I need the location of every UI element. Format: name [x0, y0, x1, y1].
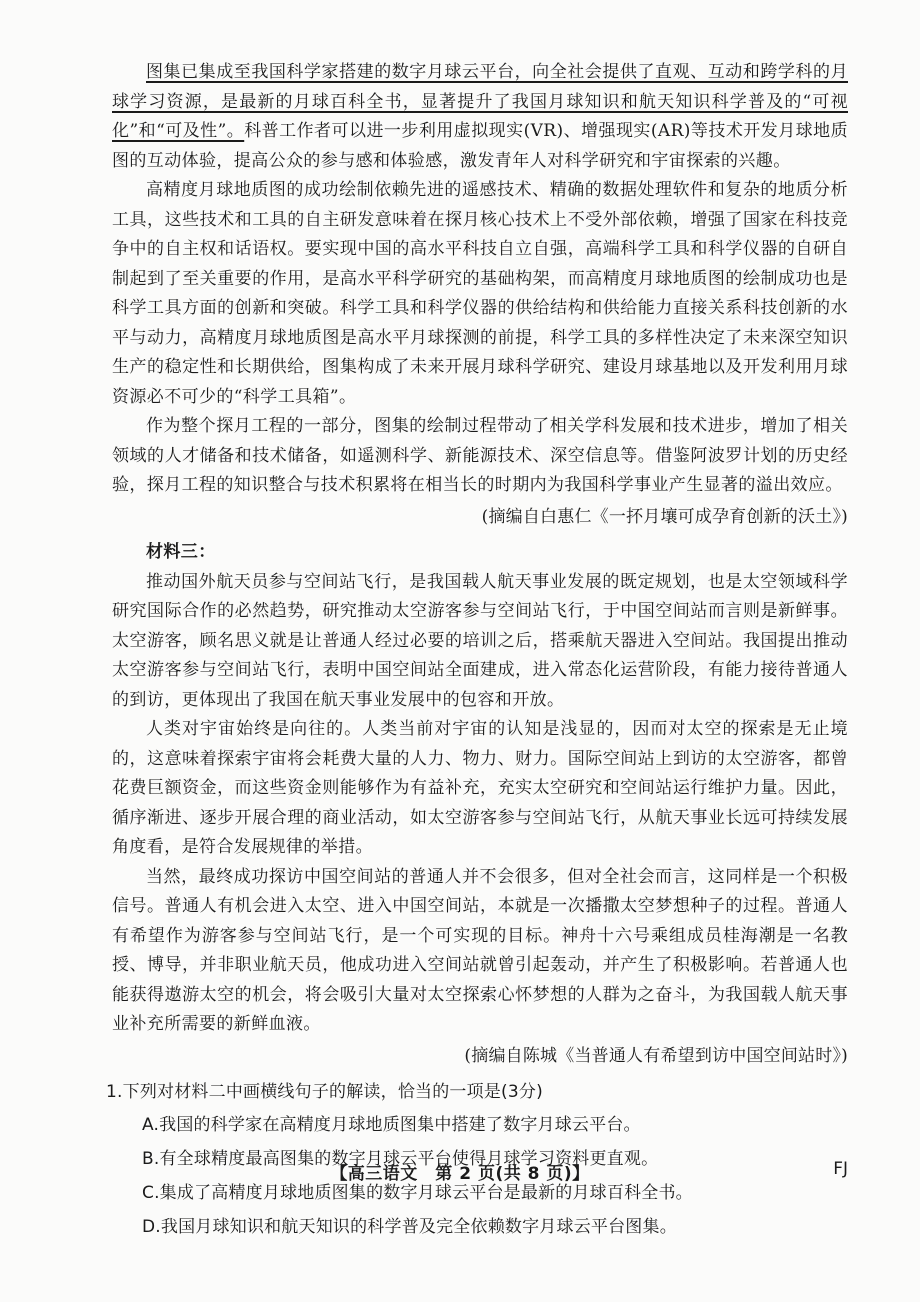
material2-paragraph-1-rest: 科普工作者可以进一步利用虚拟现实(VR)、增强现实(AR)等技术开发月球地质图的互动体验，提高公众的参与感和体验感，激发青年人对科学研究和宇宙探索的兴趣。: [112, 121, 848, 171]
material2-paragraph-2: 高精度月球地质图的成功绘制依赖先进的遥感技术、精确的数据处理软件和复杂的地质分析工具，这些技术和工具的自主研发意味着在探月核心技术上不受外部依赖，增强了国家在科技竞争中的自主权和话语权。要实现中国的高水平科技自立自强，高端科学工具和科学仪器的自研自制起到了至关重要的作用，是高水平科学研究的基础构架，而高精度月球地质图的绘制成功也是科学工具方面的创新和突破。科学工具和科学仪器的供给结构和供给能力直接关系科技创新的水平与动力，高精度月球地质图是高水平月球探测的前提，科学工具的多样性决定了未来深空知识生产的稳定性和长期供给，图集构成了未来开展月球科学研究、建设月球基地以及开发利用月球资源必不可少的“科学工具箱”。: [112, 180, 848, 407]
question-1-option-c: C.集成了高精度月球地质图集的数字月球云平台是最新的月球百科全书。: [142, 1183, 693, 1203]
material2-source: (摘编自白惠仁《一抔月壤可成孕育创新的沃土》): [481, 506, 848, 527]
material2-paragraph-1: [112, 58, 848, 176]
page-footer: [0, 1159, 920, 1189]
material3-source: (摘编自陈城《当普通人有希望到访中国空间站时》): [464, 1045, 848, 1066]
material3-title: 材料三：: [146, 542, 216, 562]
page-content: [106, 58, 848, 1244]
question-1-stem: 1.下列对材料二中画横线句子的解读，恰当的一项是(3分): [106, 1082, 543, 1102]
page-number-label: 【高三语文 第 2 页(共 8 页)】: [330, 1164, 590, 1184]
underlined-sentence: 图集已集成至我国科学家搭建的数字月球云平台，向全社会提供了直观、互动和跨学科的月球学习资源，是最新的月球百科全书，显著提升了我国月球知识和航天知识科学普及的“可视化”和“可及性”。: [112, 62, 848, 141]
region-code: FJ: [833, 1159, 848, 1179]
material3-paragraph-2: 人类对宇宙始终是向往的。人类当前对宇宙的认知是浅显的，因而对太空的探索是无止境的，这意味着探索宇宙将会耗费大量的人力、物力、财力。国际空间站上到访的太空游客，都曾花费巨额资金，而这些资金则能够作为有益补充，充实太空研究和空间站运行维护力量。因此，循序渐进、逐步开展合理的商业活动，如太空游客参与空间站飞行，从航天事业长远可持续发展角度看，是符合发展规律的举措。: [112, 719, 848, 857]
material3-paragraph-3: 当然，最终成功探访中国空间站的普通人并不会很多，但对全社会而言，这同样是一个积极信号。普通人有机会进入太空、进入中国空间站，本就是一次播撒太空梦想种子的过程。普通人有希望作为游客参与空间站飞行，是一个可实现的目标。神舟十六号乘组成员桂海潮是一名教授、博导，并非职业航天员，他成功进入空间站就曾引起轰动，并产生了积极影响。若普通人也能获得遨游太空的机会，将会吸引大量对太空探索心怀梦想的人群为之奋斗，为我国载人航天事业补充所需要的新鲜血液。: [112, 866, 848, 1034]
question-1-option-a: A.我国的科学家在高精度月球地质图集中搭建了数字月球云平台。: [142, 1115, 641, 1135]
material2-paragraph-3: 作为整个探月工程的一部分，图集的绘制过程带动了相关学科发展和技术进步，增加了相关领域的人才储备和技术储备，如遥测科学、新能源技术、深空信息等。借鉴阿波罗计划的历史经验，探月工程的知识整合与技术积累将在相当长的时期内为我国科学事业产生显著的溢出效应。: [112, 416, 848, 495]
question-1-option-b: B.有全球精度最高图集的数字月球云平台使得月球学习资料更直观。: [142, 1149, 659, 1169]
question-1-option-d: D.我国月球知识和航天知识的科学普及完全依赖数字月球云平台图集。: [142, 1217, 677, 1237]
material3-paragraph-1: 推动国外航天员参与空间站飞行，是我国载人航天事业发展的既定规划，也是太空领域科学研究国际合作的必然趋势，研究推动太空游客参与空间站飞行，于中国空间站而言则是新鲜事。太空游客，顾名思义就是让普通人经过必要的培训之后，搭乘航天器进入空间站。我国提出推动太空游客参与空间站飞行，表明中国空间站全面建成，进入常态化运营阶段，有能力接待普通人的到访，更体现出了我国在航天事业发展中的包容和开放。: [112, 571, 848, 710]
